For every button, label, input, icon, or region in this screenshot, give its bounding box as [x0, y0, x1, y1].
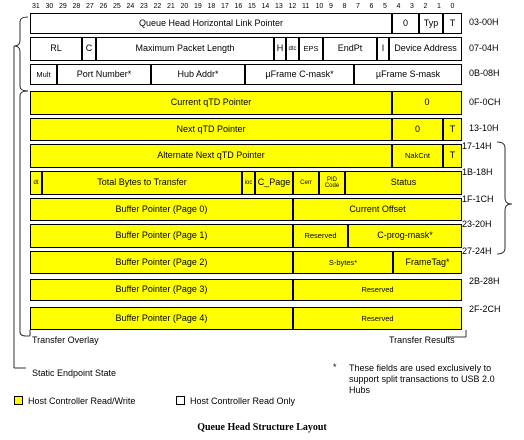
bit-number: 13 [275, 3, 283, 10]
bit-number: 6 [369, 3, 374, 10]
bit-number: 15 [248, 3, 256, 10]
port-number-field: Port Number* [57, 64, 151, 85]
eps-field: EPS [299, 37, 323, 61]
reserved-field: Reserved [293, 307, 462, 330]
bit-number: 10 [315, 3, 324, 10]
h-field: H [274, 37, 286, 61]
bit-number: 27 [86, 3, 94, 10]
bit-number: 14 [261, 3, 270, 10]
offset-label: 03-00H [469, 17, 499, 27]
bit-number: 0 [450, 3, 455, 10]
typ-field: Typ [419, 13, 443, 34]
footnote-line: support split transactions to USB 2.0 [349, 373, 495, 384]
i-field: I [377, 37, 389, 61]
uframe-c-mask-field: µFrame C-mask* [245, 64, 354, 85]
offset-label: 0F-0CH [469, 97, 501, 107]
reserved-field: Reserved [293, 224, 348, 248]
bit-number: 22 [153, 3, 162, 10]
static-endpoint-state-label: Static Endpoint State [32, 368, 117, 378]
nakcnt-field: NakCnt [392, 144, 443, 168]
footnote-line: These fields are used exclusively to [349, 363, 492, 373]
row-07-04h [30, 37, 462, 61]
bit-number: 26 [99, 3, 108, 10]
mult-field: Mult [30, 64, 57, 85]
c-page-field: C_Page [255, 171, 293, 195]
device-address-field: Device Address [389, 37, 462, 61]
legend-swatch-read-write [14, 396, 23, 405]
bit-number: 31 [32, 3, 40, 10]
offset-label: 1F-1CH [462, 194, 494, 204]
zero-field: 0 [392, 13, 419, 34]
bit-number: 12 [288, 3, 297, 10]
t-field: T [443, 13, 462, 34]
uframe-s-mask-field: µFrame S-mask [354, 64, 462, 85]
bit-number: 24 [126, 3, 135, 10]
pid-code-field: PID Code [319, 171, 345, 195]
figure-caption: Queue Head Structure Layout [197, 422, 327, 433]
row-2b-28h [30, 279, 462, 301]
offset-label: 0B-08H [469, 68, 500, 78]
footnote-marker: * [333, 362, 337, 372]
s-bytes-field: S-bytes* [293, 251, 393, 274]
bit-number: 1 [437, 3, 441, 10]
t-field: T [443, 118, 462, 141]
current-qtd-pointer-field: Current qTD Pointer [30, 91, 392, 115]
row-03-00h [30, 13, 462, 34]
bit-number: 25 [113, 3, 121, 10]
offset-label: 07-04H [469, 43, 499, 53]
bit-number: 9 [329, 3, 333, 10]
transfer-results-label: Transfer Results [389, 335, 455, 345]
offset-label: 23-20H [462, 219, 492, 229]
alternate-next-qtd-pointer-field: Alternate Next qTD Pointer [30, 144, 392, 168]
status-field: Status [345, 171, 462, 195]
row-17-14h [30, 144, 462, 168]
transfer-overlay-bracket [20, 91, 30, 336]
bit-number: 16 [234, 3, 243, 10]
row-27-24h [30, 251, 462, 274]
max-packet-length-field: Maximum Packet Length [96, 37, 274, 61]
bit-number: 2 [423, 3, 428, 10]
bit-number: 11 [302, 3, 310, 10]
zero-field: 0 [392, 118, 443, 141]
current-offset-field: Current Offset [293, 198, 462, 221]
bit-number: 17 [221, 3, 229, 10]
bit-number: 7 [356, 3, 360, 10]
legend-label-read-only: Host Controller Read Only [190, 396, 296, 406]
zero-field: 0 [392, 91, 462, 115]
static-endpoint-bracket [14, 17, 28, 91]
bit-number: 4 [396, 3, 401, 10]
legend-swatch-read-only [176, 396, 185, 405]
bit-number: 5 [383, 3, 387, 10]
transfer-overlay-label: Transfer Overlay [32, 335, 99, 345]
footnote-text [349, 363, 495, 395]
rl-field: RL [30, 37, 82, 61]
bit-number: 28 [72, 3, 81, 10]
row-1b-18h [30, 171, 462, 195]
buffer-pointer-page2-field: Buffer Pointer (Page 2) [30, 251, 293, 274]
footnote-line: Hubs [349, 384, 371, 395]
bit-number: 21 [167, 3, 175, 10]
dtc-field: dtc [286, 37, 299, 61]
offset-label: 13-10H [469, 123, 499, 133]
total-bytes-field: Total Bytes to Transfer [42, 171, 242, 195]
row-0b-08h [30, 64, 462, 85]
bit-number: 3 [410, 3, 414, 10]
row-23-20h [30, 224, 462, 248]
frametag-field: FrameTag* [393, 251, 462, 274]
bit-number: 30 [45, 3, 54, 10]
legend-label-read-write: Host Controller Read/Write [28, 396, 136, 406]
cerr-field: Cerr [293, 171, 319, 195]
offset-label: 2F-2CH [469, 304, 501, 314]
offset-label: 2B-28H [469, 276, 500, 286]
bit-number: 18 [207, 3, 216, 10]
t-field: T [443, 144, 462, 168]
offset-label: 1B-18H [462, 167, 493, 177]
buffer-pointer-page4-field: Buffer Pointer (Page 4) [30, 307, 293, 330]
bit-number: 8 [342, 3, 347, 10]
bit-number: 20 [180, 3, 189, 10]
row-2f-2ch [30, 307, 462, 330]
row-13-10h [30, 118, 462, 141]
dt-field: dt [30, 171, 42, 195]
bit-number: 23 [140, 3, 148, 10]
c-prog-mask-field: C-prog-mask* [348, 224, 462, 248]
buffer-pointer-page0-field: Buffer Pointer (Page 0) [30, 198, 293, 221]
reserved-field: Reserved [293, 279, 462, 301]
row-1f-1ch [30, 198, 462, 221]
transfer-results-bracket [497, 142, 512, 254]
hub-addr-field: Hub Addr* [151, 64, 245, 85]
ioc-field: ioc [242, 171, 255, 195]
endpt-field: EndPt [323, 37, 377, 61]
buffer-pointer-page1-field: Buffer Pointer (Page 1) [30, 224, 293, 248]
horizontal-link-pointer-field: Queue Head Horizontal Link Pointer [30, 13, 392, 34]
offset-label: 17-14H [462, 141, 492, 151]
row-0f-0ch [30, 91, 462, 115]
bit-number: 29 [59, 3, 67, 10]
c-field: C [82, 37, 96, 61]
buffer-pointer-page3-field: Buffer Pointer (Page 3) [30, 279, 293, 301]
next-qtd-pointer-field: Next qTD Pointer [30, 118, 392, 141]
offset-label: 27-24H [462, 246, 492, 256]
bit-number: 19 [194, 3, 202, 10]
